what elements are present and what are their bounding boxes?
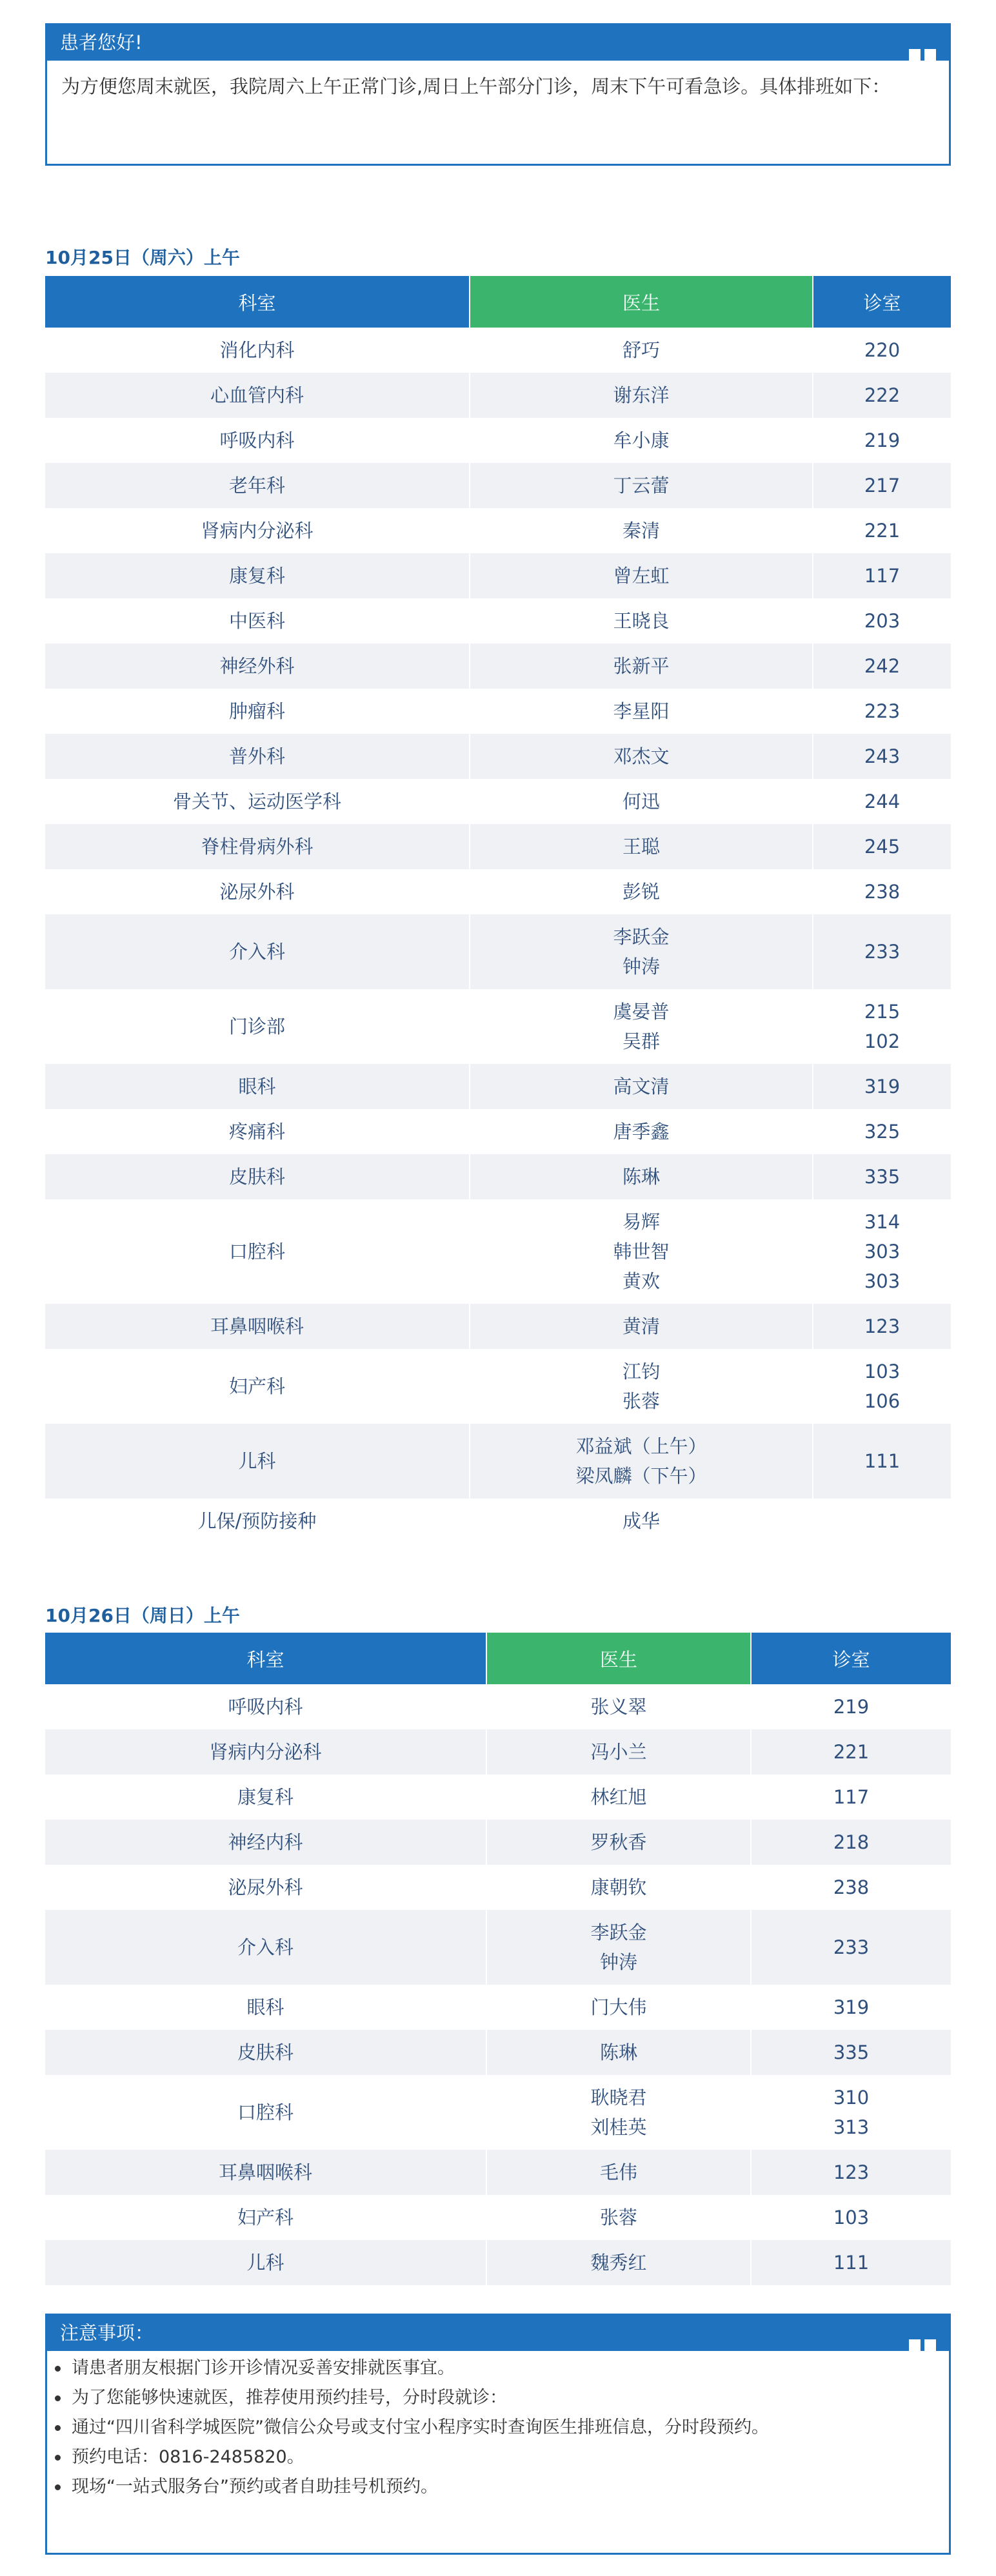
table-row xyxy=(45,1729,951,1775)
doctor-cell xyxy=(486,1684,751,1729)
room-cell-line: 111 xyxy=(864,1450,901,1472)
dept-cell: 儿保/预防接种 xyxy=(45,1499,470,1544)
notes-list xyxy=(47,2351,949,2502)
intro-title: 患者您好! xyxy=(60,32,143,54)
dept-cell: 消化内科 xyxy=(45,328,470,373)
room-cell xyxy=(813,869,951,914)
room-cell xyxy=(813,1424,951,1499)
dept-cell: 骨关节、运动医学科 xyxy=(45,779,470,824)
doctor-cell-line: 张蓉 xyxy=(622,1390,660,1412)
room-cell xyxy=(751,1985,951,2030)
doctor-cell-line: 钟涛 xyxy=(599,1951,637,1973)
doctor-cell xyxy=(470,644,813,689)
dept-cell: 介入科 xyxy=(45,914,470,989)
room-cell-line: 238 xyxy=(833,1876,870,1898)
list-item: 通过“四川省科学城医院”微信公众号或支付宝小程序实时查询医生排班信息，分时段预约。 xyxy=(72,2413,949,2443)
room-cell-line: 217 xyxy=(864,475,901,497)
doctor-cell xyxy=(486,1775,751,1820)
doctor-cell-line: 舒巧 xyxy=(622,339,660,361)
doctor-cell xyxy=(470,418,813,463)
table-row xyxy=(45,869,951,914)
dept-cell: 口腔科 xyxy=(45,1199,470,1304)
dept-cell: 儿科 xyxy=(45,1424,470,1499)
room-cell-line: 233 xyxy=(833,1936,870,1958)
room-cell xyxy=(751,2030,951,2075)
room-cell-line: 103 xyxy=(864,1361,901,1382)
room-cell-line: 220 xyxy=(864,339,901,361)
room-cell-line: 335 xyxy=(864,1166,901,1188)
doctor-cell-line: 陈琳 xyxy=(622,1166,660,1188)
table-row xyxy=(45,1865,951,1910)
room-cell xyxy=(813,1499,951,1544)
room-cell xyxy=(813,689,951,734)
room-cell xyxy=(813,779,951,824)
room-cell xyxy=(813,1199,951,1304)
doctor-cell xyxy=(486,2075,751,2150)
dept-cell: 耳鼻咽喉科 xyxy=(45,1304,470,1349)
doctor-cell xyxy=(486,1729,751,1775)
doctor-cell xyxy=(470,689,813,734)
list-item: 请患者朋友根据门诊开诊情况妥善安排就医事宜。 xyxy=(72,2354,949,2383)
doctor-cell-line: 秦清 xyxy=(622,520,660,542)
doctor-cell-line: 李星阳 xyxy=(613,700,670,722)
room-cell-line: 106 xyxy=(864,1390,901,1412)
room-cell-line: 219 xyxy=(833,1696,870,1718)
doctor-cell xyxy=(470,1304,813,1349)
room-cell xyxy=(813,1304,951,1349)
dept-cell: 妇产科 xyxy=(45,2195,486,2240)
table-row xyxy=(45,2075,951,2150)
doctor-cell-line: 吴群 xyxy=(622,1030,660,1052)
table-row xyxy=(45,463,951,508)
list-item: 预约电话：0816-2485820。 xyxy=(72,2443,949,2472)
dept-cell: 眼科 xyxy=(45,1064,470,1109)
room-cell-line: 117 xyxy=(864,565,901,587)
doctor-cell xyxy=(470,989,813,1064)
room-cell-line: 314 xyxy=(864,1211,901,1233)
dept-cell: 中医科 xyxy=(45,598,470,644)
doctor-cell xyxy=(486,1985,751,2030)
doctor-cell xyxy=(486,1820,751,1865)
doctor-cell-line: 彭锐 xyxy=(622,881,660,903)
header-doctor: 医生 xyxy=(470,276,813,328)
doctor-cell-line: 康朝钦 xyxy=(590,1876,647,1898)
table-row xyxy=(45,1349,951,1424)
room-cell xyxy=(751,1865,951,1910)
table-row xyxy=(45,689,951,734)
table-row xyxy=(45,1499,951,1544)
intro-header xyxy=(47,25,949,61)
room-cell-line: 242 xyxy=(864,655,901,677)
room-cell-line: 219 xyxy=(864,429,901,451)
room-cell-line: 303 xyxy=(864,1241,901,1263)
doctor-cell-line: 何迅 xyxy=(622,791,660,812)
table-row xyxy=(45,989,951,1064)
doctor-cell xyxy=(470,508,813,553)
room-cell-line: 243 xyxy=(864,745,901,767)
notes-box xyxy=(45,2314,951,2555)
room-cell xyxy=(813,418,951,463)
table-row xyxy=(45,1154,951,1199)
doctor-cell-line: 钟涛 xyxy=(622,956,660,978)
doctor-cell-line: 丁云蕾 xyxy=(613,475,670,497)
doctor-cell xyxy=(486,2150,751,2195)
doctor-cell-line: 魏秀红 xyxy=(590,2252,647,2274)
room-cell xyxy=(813,508,951,553)
doctor-cell xyxy=(470,1499,813,1544)
header-doctor: 医生 xyxy=(486,1633,751,1684)
doctor-cell xyxy=(470,553,813,598)
doctor-cell-line: 韩世智 xyxy=(613,1241,670,1263)
table-row xyxy=(45,1304,951,1349)
room-cell-line: 221 xyxy=(864,520,901,542)
doctor-cell-line: 张新平 xyxy=(613,655,670,677)
doctor-cell xyxy=(470,328,813,373)
doctor-cell xyxy=(470,598,813,644)
room-cell-line: 203 xyxy=(864,610,901,632)
dept-cell: 康复科 xyxy=(45,1775,486,1820)
doctor-cell-line: 曾左虹 xyxy=(613,565,670,587)
doctor-cell-line: 张义翠 xyxy=(590,1696,647,1718)
table-row xyxy=(45,644,951,689)
doctor-cell-line: 冯小兰 xyxy=(590,1741,647,1763)
room-cell xyxy=(751,1684,951,1729)
table-row xyxy=(45,1424,951,1499)
room-cell-line: 238 xyxy=(864,881,901,903)
dept-cell: 心血管内科 xyxy=(45,373,470,418)
doctor-cell xyxy=(470,779,813,824)
doctor-cell xyxy=(486,2195,751,2240)
room-cell xyxy=(813,373,951,418)
doctor-cell-line: 高文清 xyxy=(613,1076,670,1097)
table-row xyxy=(45,1109,951,1154)
table-row xyxy=(45,1775,951,1820)
dept-cell: 普外科 xyxy=(45,734,470,779)
dept-cell: 门诊部 xyxy=(45,989,470,1064)
room-cell-line: 123 xyxy=(864,1315,901,1337)
table-row xyxy=(45,2240,951,2285)
doctor-cell xyxy=(470,914,813,989)
list-item: 现场“一站式服务台”预约或者自助挂号机预约。 xyxy=(72,2472,949,2502)
dept-cell: 泌尿外科 xyxy=(45,1865,486,1910)
header-dept: 科室 xyxy=(45,276,470,328)
doctor-cell-line: 易辉 xyxy=(622,1211,660,1233)
room-cell-line: 319 xyxy=(833,1996,870,2018)
doctor-cell-line: 谢东洋 xyxy=(613,384,670,406)
room-cell xyxy=(751,2240,951,2285)
room-cell xyxy=(813,1349,951,1424)
saturday-schedule-table xyxy=(45,276,951,1544)
dept-cell: 脊柱骨病外科 xyxy=(45,824,470,869)
dept-cell: 皮肤科 xyxy=(45,2030,486,2075)
doctor-cell-line: 黄欢 xyxy=(622,1270,660,1292)
dept-cell: 肾病内分泌科 xyxy=(45,1729,486,1775)
doctor-cell xyxy=(470,824,813,869)
doctor-cell xyxy=(470,373,813,418)
room-cell xyxy=(813,914,951,989)
room-cell xyxy=(751,2195,951,2240)
room-cell xyxy=(751,1729,951,1775)
room-cell-line: 310 xyxy=(833,2087,870,2109)
room-cell-line: 313 xyxy=(833,2116,870,2138)
room-cell xyxy=(813,1064,951,1109)
room-cell-line: 218 xyxy=(833,1831,870,1853)
doctor-cell-line: 刘桂英 xyxy=(590,2116,647,2138)
room-cell xyxy=(813,328,951,373)
room-cell xyxy=(813,1154,951,1199)
doctor-cell xyxy=(470,1154,813,1199)
intro-box xyxy=(45,23,951,166)
room-cell xyxy=(813,734,951,779)
room-cell xyxy=(751,1820,951,1865)
doctor-cell xyxy=(486,1865,751,1910)
room-cell-line: 223 xyxy=(864,700,901,722)
table-row xyxy=(45,598,951,644)
doctor-cell-line: 梁凤麟（下午） xyxy=(575,1465,707,1487)
doctor-cell xyxy=(470,734,813,779)
room-cell-line: 319 xyxy=(864,1076,901,1097)
room-cell-line: 221 xyxy=(833,1741,870,1763)
doctor-cell xyxy=(486,2030,751,2075)
room-cell xyxy=(813,553,951,598)
header-dept: 科室 xyxy=(45,1633,486,1684)
dept-cell: 呼吸内科 xyxy=(45,418,470,463)
doctor-cell xyxy=(486,1910,751,1985)
room-cell-line: 117 xyxy=(833,1786,870,1808)
table-header-row xyxy=(45,276,951,328)
room-cell-line: 215 xyxy=(864,1001,901,1023)
dept-cell: 神经外科 xyxy=(45,644,470,689)
dept-cell: 疼痛科 xyxy=(45,1109,470,1154)
doctor-cell xyxy=(470,1349,813,1424)
table-row xyxy=(45,1064,951,1109)
notes-title: 注意事项： xyxy=(60,2322,154,2344)
doctor-cell-line: 唐季鑫 xyxy=(613,1121,670,1143)
table-row xyxy=(45,2030,951,2075)
room-cell xyxy=(813,644,951,689)
sunday-title: 10月26日（周日）上午 xyxy=(45,1605,240,1626)
table-row xyxy=(45,1199,951,1304)
room-cell xyxy=(751,2150,951,2195)
doctor-cell xyxy=(486,2240,751,2285)
dept-cell: 康复科 xyxy=(45,553,470,598)
table-row xyxy=(45,1985,951,2030)
table-row xyxy=(45,1910,951,1985)
dept-cell: 皮肤科 xyxy=(45,1154,470,1199)
table-row xyxy=(45,1684,951,1729)
dept-cell: 泌尿外科 xyxy=(45,869,470,914)
doctor-cell-line: 门大伟 xyxy=(590,1996,647,2018)
dept-cell: 肿瘤科 xyxy=(45,689,470,734)
doctor-cell-line: 成华 xyxy=(622,1510,660,1532)
room-cell-line: 222 xyxy=(864,384,901,406)
doctor-cell-line: 虞晏普 xyxy=(613,1001,670,1023)
room-cell-line: 245 xyxy=(864,836,901,858)
dept-cell: 妇产科 xyxy=(45,1349,470,1424)
table-row xyxy=(45,824,951,869)
sunday-schedule-table xyxy=(45,1633,951,2285)
room-cell xyxy=(751,1910,951,1985)
doctor-cell-line: 王聪 xyxy=(622,836,660,858)
doctor-cell-line: 张蓉 xyxy=(599,2207,637,2228)
header-room: 诊室 xyxy=(813,276,951,328)
dept-cell: 肾病内分泌科 xyxy=(45,508,470,553)
doctor-cell-line: 李跃金 xyxy=(590,1922,647,1943)
room-cell-line: 233 xyxy=(864,941,901,963)
room-cell xyxy=(813,989,951,1064)
dept-cell: 介入科 xyxy=(45,1910,486,1985)
table-row xyxy=(45,2150,951,2195)
room-cell xyxy=(751,2075,951,2150)
room-cell xyxy=(813,463,951,508)
room-cell-line: 244 xyxy=(864,791,901,812)
doctor-cell-line: 李跃金 xyxy=(613,926,670,948)
doctor-cell-line: 黄清 xyxy=(622,1315,660,1337)
dept-cell: 耳鼻咽喉科 xyxy=(45,2150,486,2195)
doctor-cell-line: 耿晓君 xyxy=(590,2087,647,2109)
dept-cell: 口腔科 xyxy=(45,2075,486,2150)
table-header-row xyxy=(45,1633,951,1684)
decorative-squares-icon xyxy=(905,37,936,72)
room-cell-line: 102 xyxy=(864,1030,901,1052)
room-cell xyxy=(813,598,951,644)
doctor-cell xyxy=(470,1064,813,1109)
table-row xyxy=(45,328,951,373)
room-cell-line: 111 xyxy=(833,2252,870,2274)
table-row xyxy=(45,1820,951,1865)
table-row xyxy=(45,914,951,989)
room-cell xyxy=(751,1775,951,1820)
room-cell-line: 123 xyxy=(833,2161,870,2183)
room-cell-line: 103 xyxy=(833,2207,870,2228)
table-row xyxy=(45,508,951,553)
saturday-title: 10月25日（周六）上午 xyxy=(45,247,240,268)
doctor-cell-line: 邓杰文 xyxy=(613,745,670,767)
room-cell xyxy=(813,1109,951,1154)
table-row xyxy=(45,2195,951,2240)
dept-cell: 老年科 xyxy=(45,463,470,508)
table-row xyxy=(45,418,951,463)
notes-header xyxy=(47,2315,949,2351)
doctor-cell-line: 王晓良 xyxy=(613,610,670,632)
room-cell-line: 335 xyxy=(833,2041,870,2063)
room-cell-line: 303 xyxy=(864,1270,901,1292)
header-room: 诊室 xyxy=(751,1633,951,1684)
doctor-cell-line: 罗秋香 xyxy=(590,1831,647,1853)
table-row xyxy=(45,373,951,418)
dept-cell: 眼科 xyxy=(45,1985,486,2030)
doctor-cell-line: 陈琳 xyxy=(599,2041,637,2063)
doctor-cell-line: 林红旭 xyxy=(590,1786,647,1808)
doctor-cell xyxy=(470,463,813,508)
doctor-cell-line: 江钧 xyxy=(622,1361,660,1382)
intro-text: 为方便您周末就医，我院周六上午正常门诊,周日上午部分门诊，周末下午可看急诊。具体排班如下： xyxy=(61,75,891,97)
table-row xyxy=(45,779,951,824)
room-cell xyxy=(813,824,951,869)
room-cell-line: 325 xyxy=(864,1121,901,1143)
doctor-cell-line: 牟小康 xyxy=(613,429,670,451)
table-row xyxy=(45,553,951,598)
doctor-cell-line: 毛伟 xyxy=(599,2161,637,2183)
list-item: 为了您能够快速就医，推荐使用预约挂号，分时段就诊： xyxy=(72,2383,949,2413)
dept-cell: 儿科 xyxy=(45,2240,486,2285)
doctor-cell xyxy=(470,1424,813,1499)
dept-cell: 呼吸内科 xyxy=(45,1684,486,1729)
doctor-cell xyxy=(470,869,813,914)
doctor-cell xyxy=(470,1199,813,1304)
table-row xyxy=(45,734,951,779)
doctor-cell-line: 邓益斌（上午） xyxy=(575,1435,707,1457)
dept-cell: 神经内科 xyxy=(45,1820,486,1865)
doctor-cell xyxy=(470,1109,813,1154)
